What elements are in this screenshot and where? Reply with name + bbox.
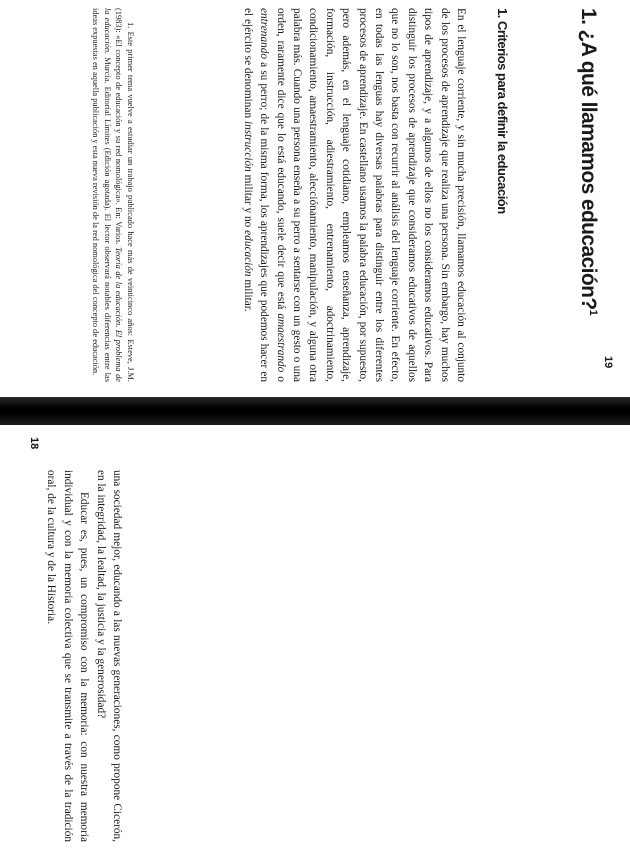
text-run: militar.: [241, 276, 254, 312]
book-binding-shadow: [0, 397, 630, 425]
footnote-marker: 1: [587, 309, 599, 316]
paragraph: Educar es, pues, un compromiso con la memoria: con nuestra memoria individual y con la memoria colectiva que se transmite a través de la tradición oral, de la cultura y de la Historia.: [45, 470, 91, 842]
chapter-title-text: 1. ¿A qué llamamos educación?: [577, 8, 600, 310]
page-number: 19: [602, 356, 614, 369]
paragraph: una sociedad mejor, educando a las nuevas generaciones, como propone Cicerón, en la integridad, la lealtad, la justicia y la generosidad?: [94, 470, 123, 842]
italic-term: instrucción: [241, 120, 254, 172]
page-number: 18: [28, 437, 40, 450]
footnote: [90, 8, 136, 382]
text-run: En el lenguaje corriente, y sin mucha precisión, llamamos educación al conjunto de los procesos de aprendizaje que realiza una persona. Sin embargo, hay muchos tipos de aprendizaje, y a algunos de ellos no los consideramos educativos. Para distinguir los procesos de aprendizaje que consideramos educativos de aquellos que no lo son, nos basta con recurrir al análisis del lenguaje corriente. En efecto, en todas las lenguas hay diversas palabras para distinguir entre los diferentes procesos de aprendizaje. En castellano usamos la palabra educación, por supuesto, pero además, en el lenguaje cotidiano, empleamos enseñanza, aprendizaje, formación, instrucción, adiestramiento, entrenamiento, adoctrinamiento, condicionamiento, amaestramiento, alecciónamiento, manipulación, y alguna otra palabra más. Cuando una persona enseña a su perro a sentarse con un gesto o una orden, raramente dice que lo está educando, suele decir que está: [274, 8, 467, 382]
italic-term: educación: [241, 230, 254, 277]
chapter-title: [576, 8, 600, 380]
left-page: [0, 425, 630, 848]
body-text: [43, 470, 125, 842]
italic-term: entrenando: [258, 8, 271, 60]
right-page: [0, 0, 630, 390]
text-run: o: [274, 372, 287, 382]
text-run: a su perro; de la misma forma, los aprendizajes que podemos hacer en el ejército se denominan: [241, 8, 271, 382]
left-page-content: [20, 425, 630, 848]
right-page-content: [30, 0, 630, 388]
text-run: 1. Este primer tema vuelve a estudiar un trabajo publicado hace más de veinticinco años: Esteve, J.M. (1983): «El concepto de educación y su red nomológica». En: Varios.: [114, 8, 135, 382]
italic-term: amaestrando: [274, 313, 287, 373]
text-run: Murcia. Editorial Límites (Edición agotada). El lector observará notables diferencias entre las ideas expuestas en aquella publicación y esta nueva revisión de la red nomológica del concepto de educación.: [91, 8, 112, 382]
text-run: militar y no: [241, 171, 254, 231]
section-heading: 1. Criterios para definir la educación: [495, 8, 510, 214]
body-paragraph: [239, 8, 469, 382]
italic-term: Teoría de la educación. El problema de la educación.: [102, 8, 124, 382]
